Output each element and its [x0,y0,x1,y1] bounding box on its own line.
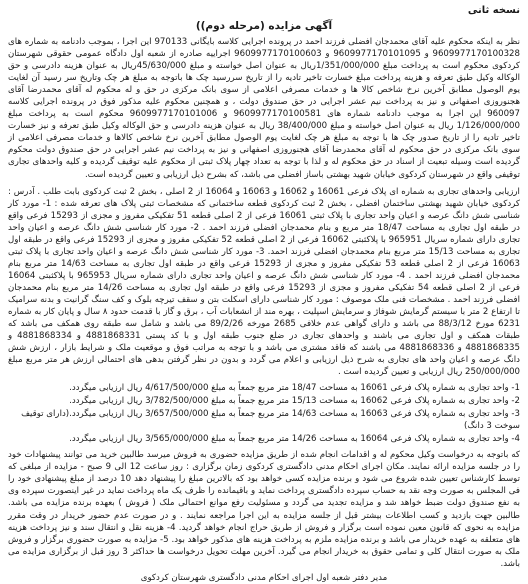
list-item: 1- واحد تجاری به شماره پلاک فرعی 16061 به مساحت 18/47 متر مربع جمعاً به مبلغ 4/617/500/000 ریال ارزیابی میگردد. [69,383,520,394]
valuation-list [8,382,520,445]
paragraph-judgment: نظر به اینکه محکوم علیه آقای محمدجان افضلی فرزند احمد در پرونده اجرایی کلاسه بایگانی 970133 این اجرا ، بموجب دادنامه به شماره های 9609977170100328 و 9609977170101095 و 9609977170100603 اجراییه صادره از شعبه اول دادگاه عمومی حقوقی شهرستان کردکوی محکوم است به پرداخت مبلغ 1/351/000/000ریال به عنوان اصل خواسته و مبلغ 45/630/000ریال به عنوان هزینه دادرسی و حق الوکاله وکیل طبق تعرفه و هزینه پرداخت مبلغ خسارت تاخیر تادیه را از تاریخ سررسید چک ها باتوجه به مبلغ هر چک وتاریخ سر رسید آن لغایت یوم الوصول مطابق آخرین نرخ شاخص کالا ها و خدمات مصرفی اعلامی از سوی بانک مرکزی در حق و له محکوم له آقای محمدرضا آقای هجنوروزی اصفهانی و نیز به پرداخت نیم عشر اجرایی در حق صندوق دولت ، و همچنین محکوم علیه مذکور فوق در پرونده اجرایی کلاسه 960097 این اجرا به موجب دادنامه شماره های 9609977170100581 و 9609977170101006 محکوم است به پرداخت مبلغ 1/126/000/000 ریال به عنوان اصل خواسته و مبلغ 38/400/000 ریال به عنوان هزینه دادرسی و حق الوکاله وکیل طبق تعرفه و نیز خسارت تاخیر تادیه را از تاریخ صدور چک ها با توجه به مبلغ هر چک لغایت یوم الوصول مطابق آخرین نرخ شاخص کالاها و خدمات مصرفی اعلامی از سوی بانک مرکزی در حق محکوم له آقای محمدرضا آقای هجنوروزی اصفهانی و نیز به پرداخت نیم عشر اجرایی در حق صندوق دولت محکوم گردیده است وسیله تبعیت از اسناد در حق محکوم له و لذا با توجه به تعداد چهار پلاک ثبتی از محکوم علیه توقیف گردیده و کلیه واحدهای تجاری توقیفی واقع در شهرستان کردکوی خیابان شهید بهشتی باساز افضلی می باشد، که بشرح ذیل ارزیابی و تعیین گردیده است. [8,37,520,180]
list-item: 2- واحد تجاری به شماره پلاک فرعی 16062 به مساحت 15/13 متر مربع جمعاً به مبلغ 3/782/500/000 ریال ارزیابی میگردد. [69,395,520,406]
copy-label: نسخه ثانی [467,5,520,16]
paragraph-valuation: ارزیابی واحدهای تجاری به شماره ای پلاک فرعی 16061 و 16062 و 16063 و 16064 از 2 اصلی ، بخش 2 ثبت کردکوی بابت طلب . آدرس : کردکوی خیابان شهید بهشتی ساختمان افضلی ، بخش 2 ثبت کردکوی قطعه ساختمانی که مشخصات ثبتی پلاک های تعرفه شده : 1- مورد کار شناسی شش دانگ عرصه و اعیان واحد تجاری با پلاک ثبتی 16061 فرعی از 2 اصلی قطعه 51 تفکیکی مفروز و مجزی از 15293 فرعی واقع در طبقه اول تجاری به مساحت 18/47 متر مربع و بنام محمدجان افضلی فرزند احمد . 2- مورد کار شناسی شش دانگ عرصه و اعیان واحد تجاری دارای شماره سریال 965951 با پلاکثبتی 16062 فرعی از 2 اصلی قطعه 52 تفکیکی مفروز و مجزی از 15293 فرعی واقع در طبقه اول تجاری به مساحت 15/13 متر مربع بنام محمدجان افضلی فرزند احمد. 3- مورد کار شناسی شش دانگ عرصه و اعیان واحد تجاری با پلاک ثبتی 16063 فرعی از 2 اصلی قطعه 53 تفکیکی مفروز و مجزی از 15293 فرعی واقع در طبقه اول تجاری به مساحت 14/63 متر مربع بنام محمدجان افضلی فرزند احمد . 4- مورد کار شناسی شش دانگ عرصه و اعیان واحد تجاری دارای شماره سریال 965953 با پلاکثبتی 16064 فرعی از 2 اصلی قطعه 54 تفکیکی مفروز و مجزی از 15293 فرعی واقع در طبقه اول تجاری به مساحت 14/26 متر مربع بنام محمدجان افضلی فرزند احمد . مشخصات فنی ملک موصوف : مورد کار شناسی دارای اسکلت بتن و سقف تیرچه بلوک و کف سنگ گرانیت و بدنه سرامیک تا ارتفاع 2 متر با سیستم گرمایش شوفاژ و سرمایش اسپلیت ، بهره مند از انشعابات آب ، برق و گاز با قدمت حدود ۸ سال و پایان کار به شماره 6231 مورخ 88/3/12 می باشد و دارای گواهی عدم خلافی 2685 مورخه 89/2/26 می باشد و شامل سه طبقه روی همکف می باشد که طبقات همکف و اول تجاری می باشند و واحدهای تجاری در ضلع جنوب طبقه اول و با کد پستی 4881868331 و 4881868334 و 4881868335 و 4881868336 می باشند که فاقد مشتری می باشد و با توجه به مراتب فوق و موقعیت ملک و شرایط بازار ، ارزش شش دانگ عرصه و اعیان واحد های تجاری به شرح ذیل ارزیابی و اعلام می گردد و بدون در نظر گرفتن بدهی های احتمالی ارزش هر متر مربع مبلغ 250/000/000 ریال ارزیابی و تعیین گردیده است . [8,186,521,378]
paragraph-auction-terms: که باتوجه به درخواست وکیل محکوم له و اقدامات انجام شده از طریق مزایده حضوری به فروش میرسد طالبین خرید می توانند پیشنهادات خود را در جلسه مزایده ارائه نمایند. مکان اجرای احکام مدنی دادگستری کردکوی زمان برگزاری : روز ساعت 12 الی 9 صبح - مزایده از مبلغی که توسط کارشناس تعیین شده شروع می شود و برنده مزایده کسی خواهد بود که بالاترین مبلغ را پیشنهاد دهد 10 درصد از مبلغ پیشنهادی خود را فی المجلس به صورت وجه نقد به حساب سپرده دادگستری پرداخت نماید و باقیمانده را ظرف یک ماه پرداخت نماید در غیر اینصورت سپرده وی به نفع صندوق دولت ضبط خواهد شد و مزایده تجدید می گردد و مسئولیت رفع موانع احتمالی ملک ( فروش ) بعهده برنده مزایده می باشد. طالبین جهت بازدید و کسب اطلاعات بیشتر قبل از جلسه مزایده به این اجرا مراجعه نمایند . و در صورت عدم حضور خریدار در وقت مقرر مزایده به نحوی که قانون معین نموده است برگزار و فروش از طریق حراج انجام خواهد گردید. 4- هزینه نقل و انتقال سند و نیز پرداخت هزینه های متعلقه به عهده خریدار می باشد و برنده مزایده ملزم به پرداخت هزینه های مذکور خواهد بود. 5- مزایده به صورت حضوری برگزار و فروش ملک به صورت انتقال کلی و تمامی حقوق به خریدار انجام می گیرد. آخرین مهلت تحویل درخواست ها حداکثر 3 روز قبل از برگزاری مزایده می باشد. [8,450,521,569]
page-title: آگهی مزایده (مرحله دوم)) [195,20,333,32]
list-item: 3- واحد تجاری به شماره پلاک فرعی 16063 به مساحت 14/63 متر مربع جمعاً به مبلغ 3/657/500/000 ریال ارزیابی میگردد.(دارای توقیف سوخت 3 دانگ) [21,408,520,432]
list-item: 4- واحد تجاری به شماره پلاک فرعی 16064 به مساحت 14/26 متر مربع جمعاً به مبلغ 3/565/000/000 ریال ارزیابی میگردد. [69,433,520,444]
signature-line: مدیر دفتر شعبه اول اجرای احکام مدنی دادگستری شهرستان کردکوی [140,572,388,583]
